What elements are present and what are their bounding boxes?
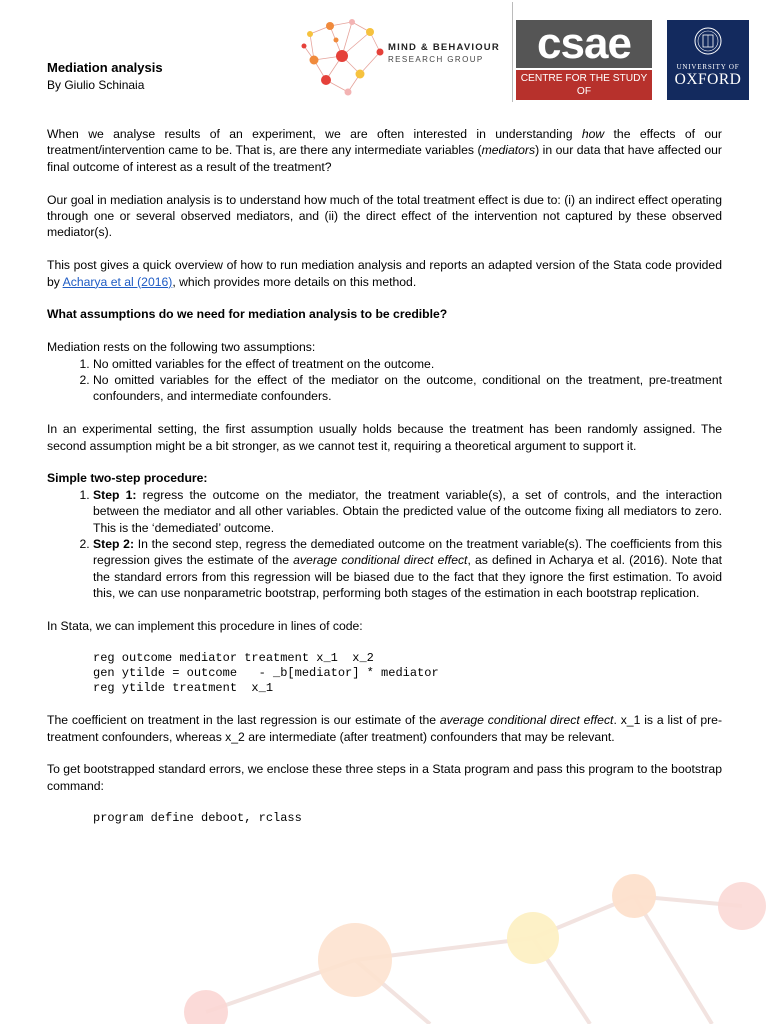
paragraph-overview	[47, 257, 722, 290]
header-divider	[512, 2, 513, 102]
step-2-text-b: , as defined in Acharya et al. (2016). Note that the standard errors from this regression will be biased due to the fact that they ignore the first estimation. To avoid this, we can use nonparametric bootstrap, performing both stages of the estimation in each bootstrap replication.	[93, 553, 722, 601]
list-item-step-2	[93, 536, 722, 602]
heading-assumptions-text: What assumptions do we need for mediation analysis to be credible?	[47, 307, 448, 322]
csae-line-2: AFRICAN ECONOMIES	[529, 99, 639, 110]
code-block-regression: reg outcome mediator treatment x_1 x_2 gen ytilde = outcome - _b[mediator] * mediator reg ytilde treatment x_1	[93, 650, 439, 695]
mind-behaviour-wordmark	[388, 42, 500, 64]
assumptions-list	[47, 356, 722, 405]
heading-steps	[47, 470, 722, 486]
steps-list	[47, 487, 722, 602]
step-1-label: Step 1:	[93, 487, 137, 502]
intro-text-e: ) in our data that have affected our final outcome of interest as a result of the treatment?	[47, 143, 722, 174]
document-body	[47, 126, 722, 842]
intro-emphasis-how: how	[581, 127, 605, 141]
document-title: Mediation analysis	[47, 60, 163, 75]
csae-logo	[516, 19, 652, 110]
oxford-name: OXFORD	[674, 71, 742, 88]
overview-text-a: This post gives a quick overview of how to run mediation analysis and reports an adapted version of the Stata code provided by	[47, 258, 722, 289]
coefficient-text-b: . x_1 is a list of pre-treatment confounders, whereas x_2 are intermediate (after treatment) confounders that may be relevant.	[47, 713, 723, 744]
mind-behaviour-title: MIND & BEHAVIOUR	[388, 42, 500, 53]
decorative-network-footer	[0, 860, 768, 1024]
paragraph-experimental: In an experimental setting, the first assumption usually holds because the treatment has been randomly assigned. The second assumption might be a bit stronger, as we cannot test it, requiring a theoretical argument to support it.	[47, 422, 722, 453]
step-2-text-a: In the second step, regress the demediated outcome on the treatment variable(s). The coefficients from this regression gives the estimate of the	[93, 537, 722, 568]
paragraph-bootstrap: To get bootstrapped standard errors, we enclose these three steps in a Stata program and pass this program to the bootstrap command:	[47, 762, 722, 793]
intro-emphasis-mediators: mediators	[481, 143, 536, 158]
paragraph-goal: Our goal in mediation analysis is to understand how much of the total treatment effect is due to: (i) an indirect effect operating through one or several observed mediators, and (ii) the direct effect of the intervention not captured by these observed mediator(s).	[47, 192, 722, 240]
oxford-logo	[667, 20, 749, 100]
acharya-link[interactable]: Acharya et al (2016)	[62, 274, 173, 289]
mind-behaviour-subtitle: RESEARCH GROUP	[388, 55, 484, 64]
intro-text-a: When we analyse results of an experiment, we are often interested in understanding	[47, 127, 582, 141]
csae-line-1: CENTRE FOR THE STUDY OF	[520, 73, 648, 97]
code-block-program: program define deboot, rclass	[93, 810, 302, 825]
csae-abbr: csae	[516, 20, 652, 68]
overview-text-b: , which provides more details on this method.	[172, 274, 417, 289]
assumptions-intro: Mediation rests on the following two assumptions:	[47, 340, 316, 355]
mind-behaviour-network-logo	[300, 16, 388, 100]
coefficient-emphasis: average conditional direct effect	[439, 713, 614, 728]
document-author: By Giulio Schinaia	[47, 78, 145, 92]
csae-fullname	[516, 70, 652, 110]
list-item: 2. No omitted variables for the effect of the mediator on the outcome, conditional on the treatment, pre-treatment confounders, and intermediate confounders.	[93, 372, 722, 405]
step-1-text: regress the outcome on the mediator, the treatment variable(s), a set of controls, and the interaction between the mediator and all other variables. Obtain the predicted value of the outcome fixing all mediators to zero. This is the ‘demediated’ outcome.	[93, 487, 722, 535]
oxford-crest-icon	[693, 26, 723, 56]
step-2-emphasis: average conditional direct effect	[293, 553, 468, 568]
paragraph-stata-intro: In Stata, we can implement this procedure in lines of code:	[47, 619, 363, 634]
oxford-university-of: UNIVERSITY OF	[676, 63, 740, 71]
paragraph-coefficient	[47, 712, 722, 745]
intro-text-c: the effects of our treatment/intervention came to be. That is, are there any intermediate variables (	[47, 127, 722, 158]
paragraph-intro	[47, 126, 722, 175]
list-item-step-1	[93, 487, 722, 536]
heading-steps-text: Simple two-step procedure:	[47, 471, 208, 486]
heading-assumptions	[47, 306, 722, 322]
list-item: 1. No omitted variables for the effect of treatment on the outcome.	[93, 356, 722, 372]
coefficient-text-a: The coefficient on treatment in the last regression is our estimate of the	[47, 713, 440, 728]
step-2-label: Step 2:	[93, 537, 134, 552]
